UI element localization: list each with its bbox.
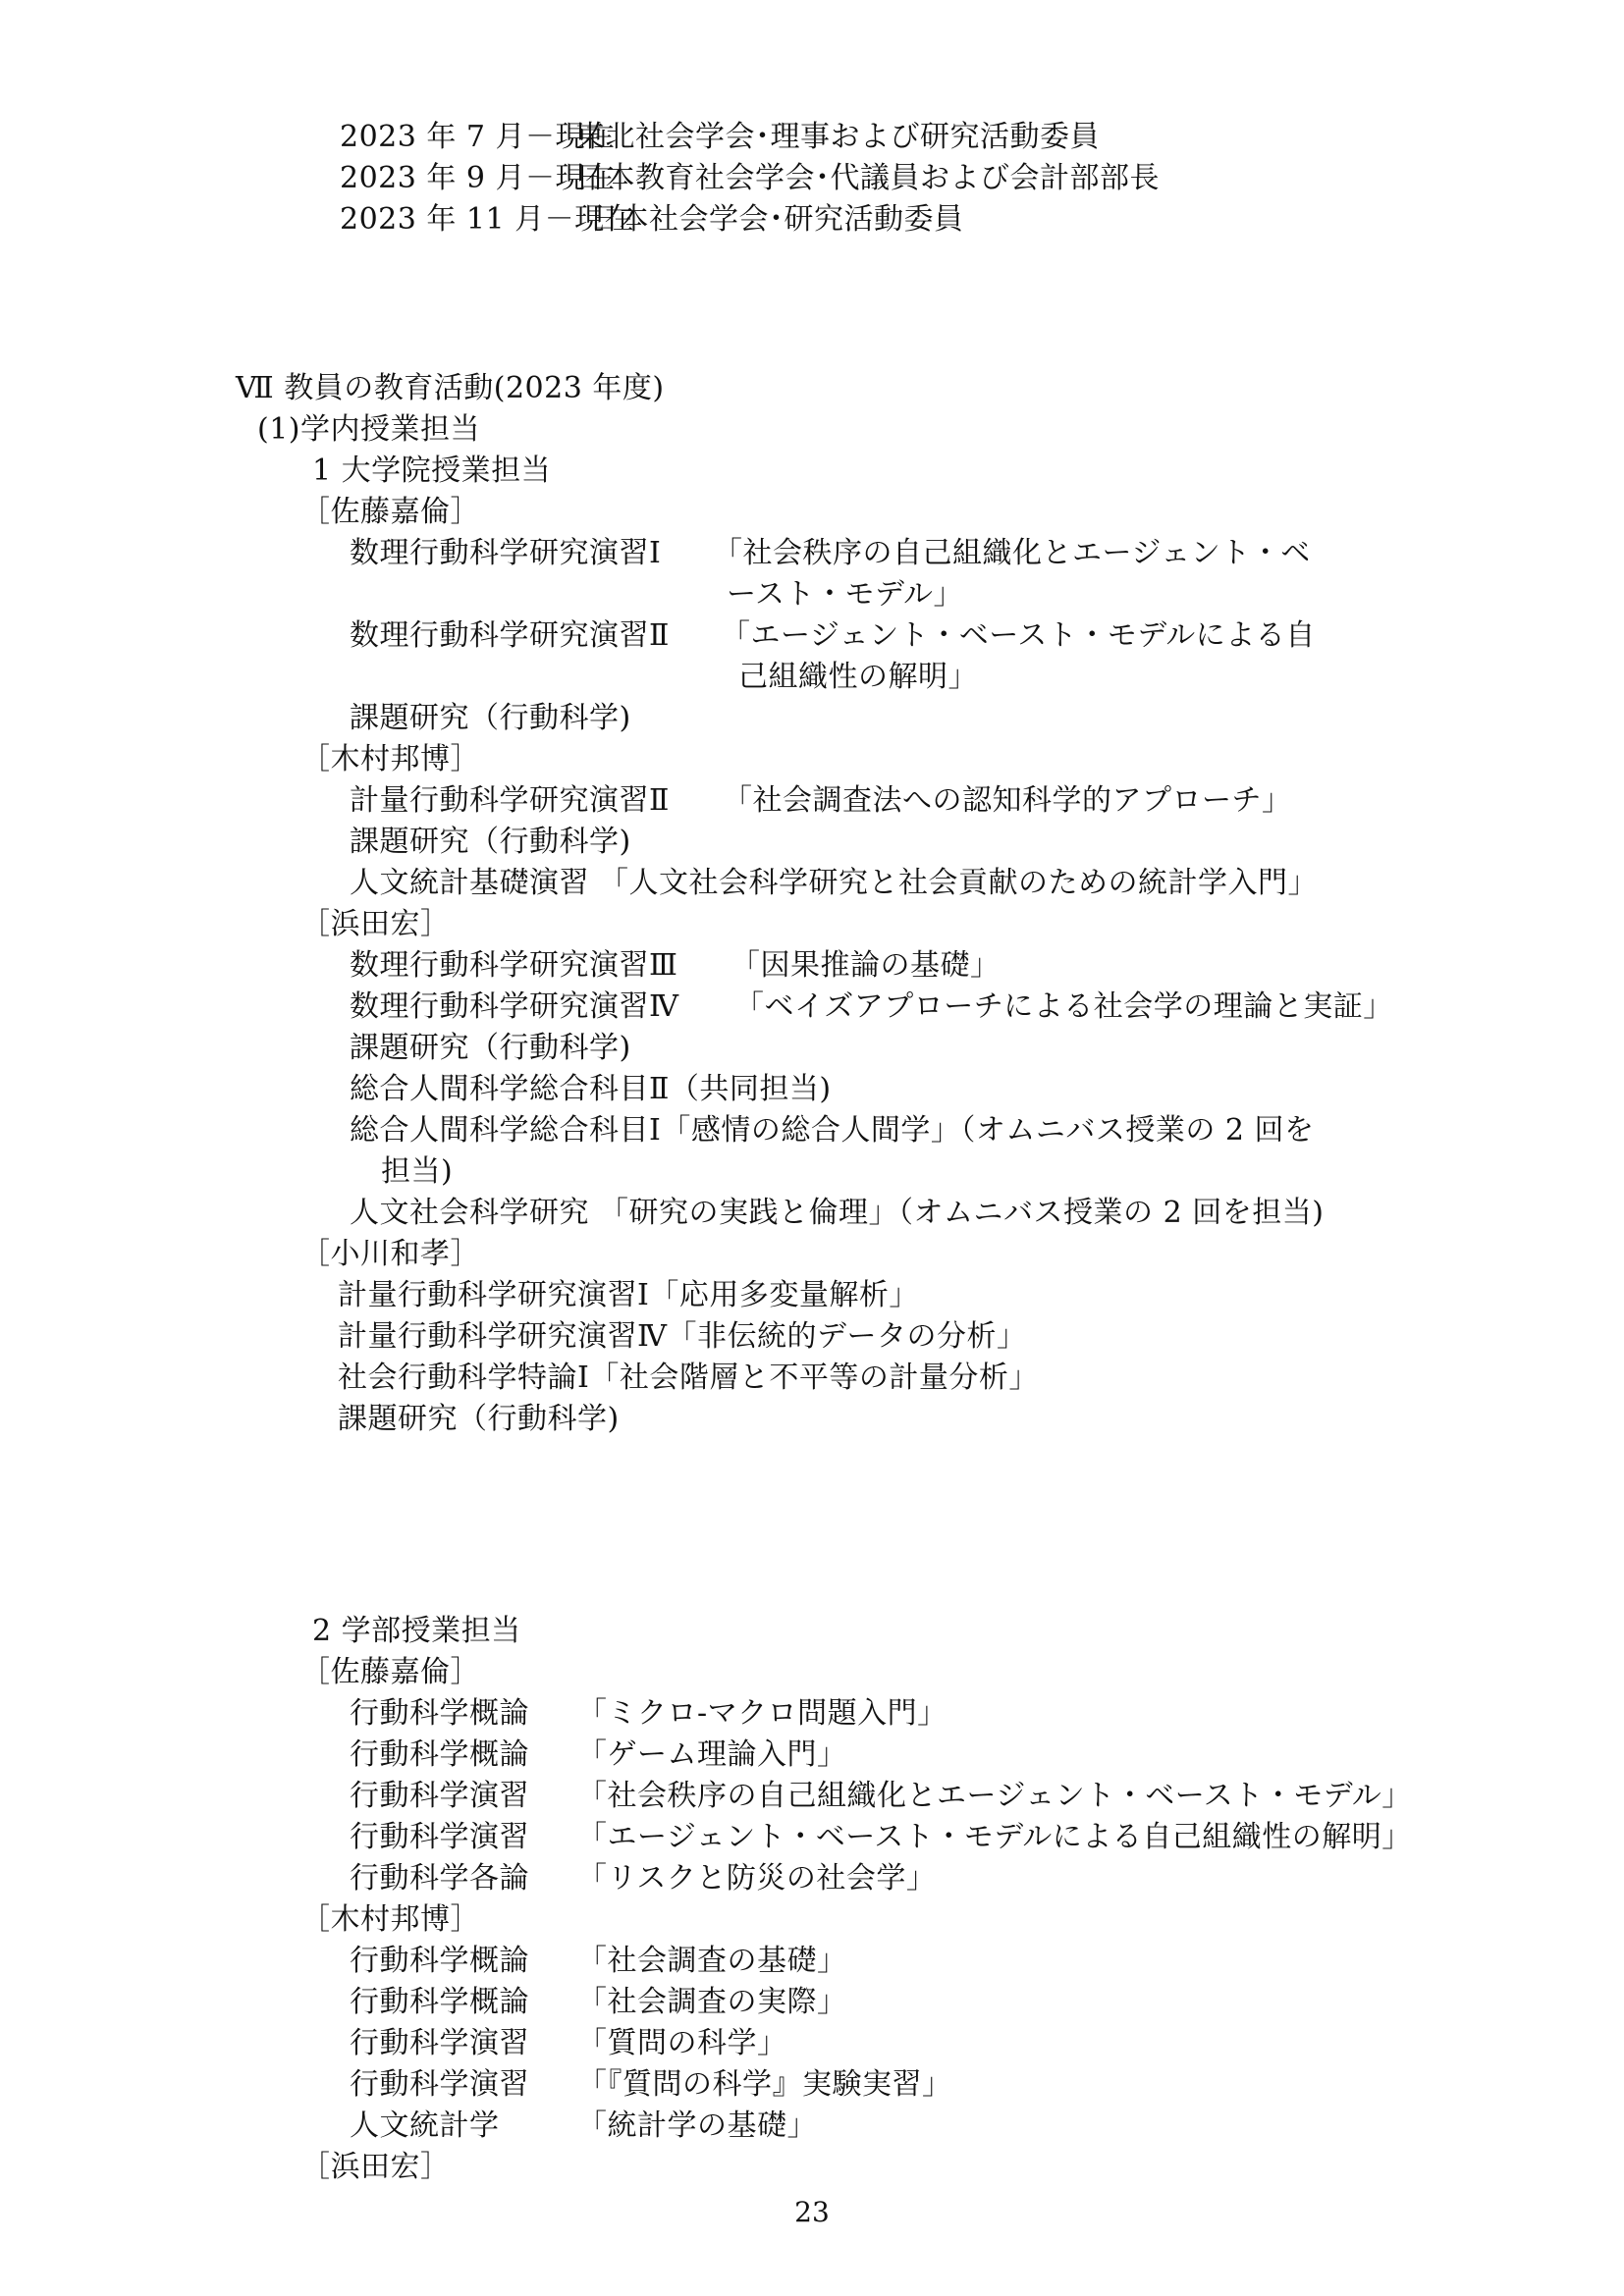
course-description: 「社会調査法への認知科学的アプローチ」 xyxy=(723,783,1292,818)
course-title: 行動科学各論 xyxy=(350,1861,529,1896)
course-entry xyxy=(350,1818,1412,1857)
course-description: 「社会調査の基礎」 xyxy=(577,1944,847,1978)
course-description: 「質問の科学」 xyxy=(577,2026,787,2060)
course-title: 行動科学演習 xyxy=(350,1779,529,1813)
course-entry xyxy=(350,1694,947,1734)
instructor-name: ［浜田宏］ xyxy=(300,907,451,941)
course-description: 「『質問の科学』実験実習」 xyxy=(577,2067,952,2102)
committee-role: 東北社会学会･理事および研究活動委員 xyxy=(575,120,1100,154)
course-entry: 人文社会科学研究 「研究の実践と倫理」（オムニバス授業の 2 回を担当) xyxy=(350,1196,1325,1230)
course-description: 「因果推論の基礎」 xyxy=(731,948,1001,983)
graduate-heading: 1 大学院授業担当 xyxy=(312,454,552,488)
course-entry xyxy=(350,1735,847,1775)
course-entry xyxy=(350,781,1292,821)
course-entry xyxy=(350,1983,847,2022)
course-entry xyxy=(350,1859,936,1898)
course-entry: 課題研究（行動科学) xyxy=(350,1031,631,1065)
course-title: 人文統計学 xyxy=(350,2109,500,2143)
course-description: 「エージェント・ベースト・モデルによる自 xyxy=(721,618,1316,653)
committee-entry xyxy=(340,200,964,240)
committee-entry xyxy=(340,118,1100,157)
course-description: 「統計学の基礎」 xyxy=(577,2109,817,2143)
course-title: 行動科学概論 xyxy=(350,1985,529,2019)
course-title: 数理行動科学研究演習Ⅰ xyxy=(350,536,662,570)
course-description: 「社会秩序の自己組織化とエージェント・ベ xyxy=(713,536,1311,570)
course-entry xyxy=(350,534,1311,573)
course-entry xyxy=(350,2107,817,2146)
undergrad-heading: 2 学部授業担当 xyxy=(312,1614,521,1648)
course-entry xyxy=(350,2065,952,2105)
course-entry xyxy=(350,988,1393,1027)
course-entry xyxy=(350,616,1316,656)
course-entry xyxy=(350,1942,847,1981)
course-title: 行動科学概論 xyxy=(350,1696,529,1731)
course-title: 計量行動科学研究演習Ⅱ xyxy=(350,783,670,818)
committee-period: 2023 年 7 月－現在 xyxy=(340,120,616,154)
course-description: 「リスクと防災の社会学」 xyxy=(577,1861,937,1896)
committee-entry xyxy=(340,159,1160,198)
course-entry: 総合人間科学総合科目Ⅰ「感情の総合人間学」（オムニバス授業の 2 回を xyxy=(350,1113,1315,1148)
course-title: 数理行動科学研究演習Ⅱ xyxy=(350,618,670,653)
course-entry: 人文統計基礎演習 「人文社会科学研究と社会貢献のための統計学入門」 xyxy=(350,866,1319,900)
course-description: 「ゲーム理論入門」 xyxy=(577,1737,847,1772)
course-description: 「ミクロ-マクロ問題入門」 xyxy=(577,1696,947,1731)
course-entry: 総合人間科学総合科目Ⅱ（共同担当) xyxy=(350,1072,832,1106)
instructor-name: ［佐藤嘉倫］ xyxy=(300,495,480,529)
course-entry: 課題研究（行動科学) xyxy=(350,825,631,859)
course-entry: 計量行動科学研究演習Ⅰ「応用多変量解析」 xyxy=(338,1278,919,1312)
course-description: 「社会秩序の自己組織化とエージェント・ベースト・モデル」 xyxy=(577,1779,1412,1813)
instructor-name: ［小川和孝］ xyxy=(300,1237,480,1271)
course-description: 「社会調査の実際」 xyxy=(577,1985,847,2019)
instructor-name: ［木村邦博］ xyxy=(300,742,480,776)
course-title: 行動科学演習 xyxy=(350,2067,529,2102)
subsection-heading: (1)学内授業担当 xyxy=(257,412,480,447)
course-title: 行動科学演習 xyxy=(350,1820,529,1854)
course-description: 「エージェント・ベースト・モデルによる自己組織性の解明」 xyxy=(577,1820,1412,1854)
course-title: 数理行動科学研究演習Ⅳ xyxy=(350,989,679,1024)
committee-period: 2023 年 9 月－現在 xyxy=(340,161,616,195)
instructor-name: ［浜田宏］ xyxy=(300,2150,451,2184)
section-heading: Ⅶ 教員の教育活動(2023 年度) xyxy=(236,371,665,405)
course-description: 「ベイズアプローチによる社会学の理論と実証」 xyxy=(734,989,1393,1024)
course-title: 数理行動科学研究演習Ⅲ xyxy=(350,948,678,983)
instructor-name: ［木村邦博］ xyxy=(300,1902,480,1937)
course-title: 行動科学概論 xyxy=(350,1944,529,1978)
committee-role: 日本社会学会･研究活動委員 xyxy=(589,202,964,237)
course-description-cont: 己組織性の解明」 xyxy=(738,660,978,694)
course-entry-cont: 担当) xyxy=(381,1154,454,1189)
course-title: 行動科学概論 xyxy=(350,1737,529,1772)
course-description-cont: ースト・モデル」 xyxy=(727,577,963,612)
course-entry: 計量行動科学研究演習Ⅳ「非伝統的データの分析」 xyxy=(338,1319,1027,1354)
committee-role: 日本教育社会学会･代議員および会計部部長 xyxy=(575,161,1160,195)
course-entry: 社会行動科学特論Ⅰ「社会階層と不平等の計量分析」 xyxy=(338,1361,1039,1395)
course-entry: 課題研究（行動科学) xyxy=(350,701,631,735)
committee-period: 2023 年 11 月－現在 xyxy=(340,202,635,237)
course-title: 行動科学演習 xyxy=(350,2026,529,2060)
course-entry: 課題研究（行動科学) xyxy=(338,1402,620,1436)
course-entry xyxy=(350,946,1001,986)
course-entry xyxy=(350,2024,787,2063)
instructor-name: ［佐藤嘉倫］ xyxy=(300,1655,480,1689)
course-entry xyxy=(350,1777,1412,1816)
page-number: 23 xyxy=(794,2196,830,2228)
